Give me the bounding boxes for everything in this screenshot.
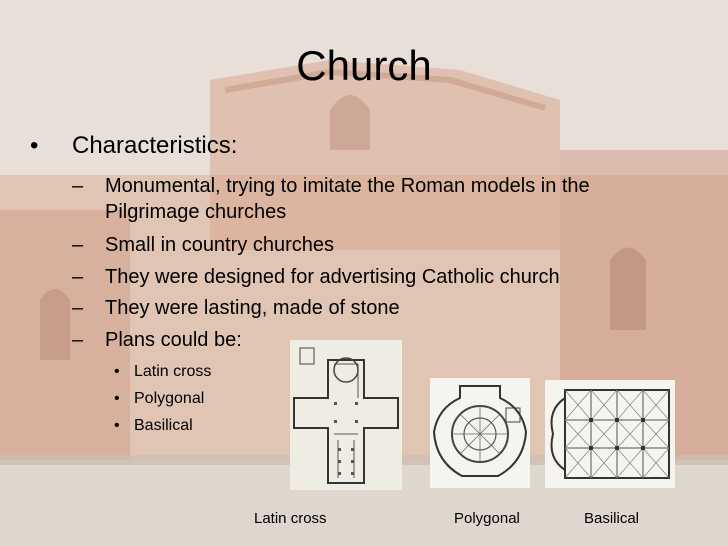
subpoint-text: They were designed for advertising Catholic church — [105, 266, 560, 288]
latin-cross-plan-image — [290, 340, 402, 490]
bullet-icon: • — [114, 417, 120, 434]
subpoint-text: Small in country churches — [105, 234, 334, 256]
subpoint-text: Monumental, trying to imitate the Roman models in the — [105, 175, 590, 197]
dash-icon: – — [72, 329, 84, 351]
dash-icon: – — [72, 297, 84, 319]
polygonal-plan-image — [430, 378, 530, 488]
subpoint-text: Plans could be: — [105, 329, 242, 351]
subpoint-text: Pilgrimage churches — [105, 201, 287, 223]
dash-icon: – — [72, 175, 84, 197]
plan-type-text: Latin cross — [134, 363, 212, 380]
dash-icon: – — [72, 266, 84, 288]
bullet-icon: • — [30, 132, 39, 159]
plan-type-text: Basilical — [134, 417, 193, 434]
caption-latin-cross: Latin cross — [254, 510, 327, 527]
caption-polygonal: Polygonal — [454, 510, 520, 527]
bullet-icon: • — [114, 390, 120, 407]
bullet-text: Characteristics: — [72, 132, 238, 159]
slide-title: Church — [296, 42, 432, 89]
caption-basilical: Basilical — [584, 510, 640, 527]
dash-icon: – — [72, 234, 84, 256]
bullet-icon: • — [114, 363, 120, 380]
subpoint-text: They were lasting, made of stone — [105, 297, 400, 319]
plan-type-text: Polygonal — [134, 390, 205, 407]
basilical-plan-image — [545, 380, 675, 488]
